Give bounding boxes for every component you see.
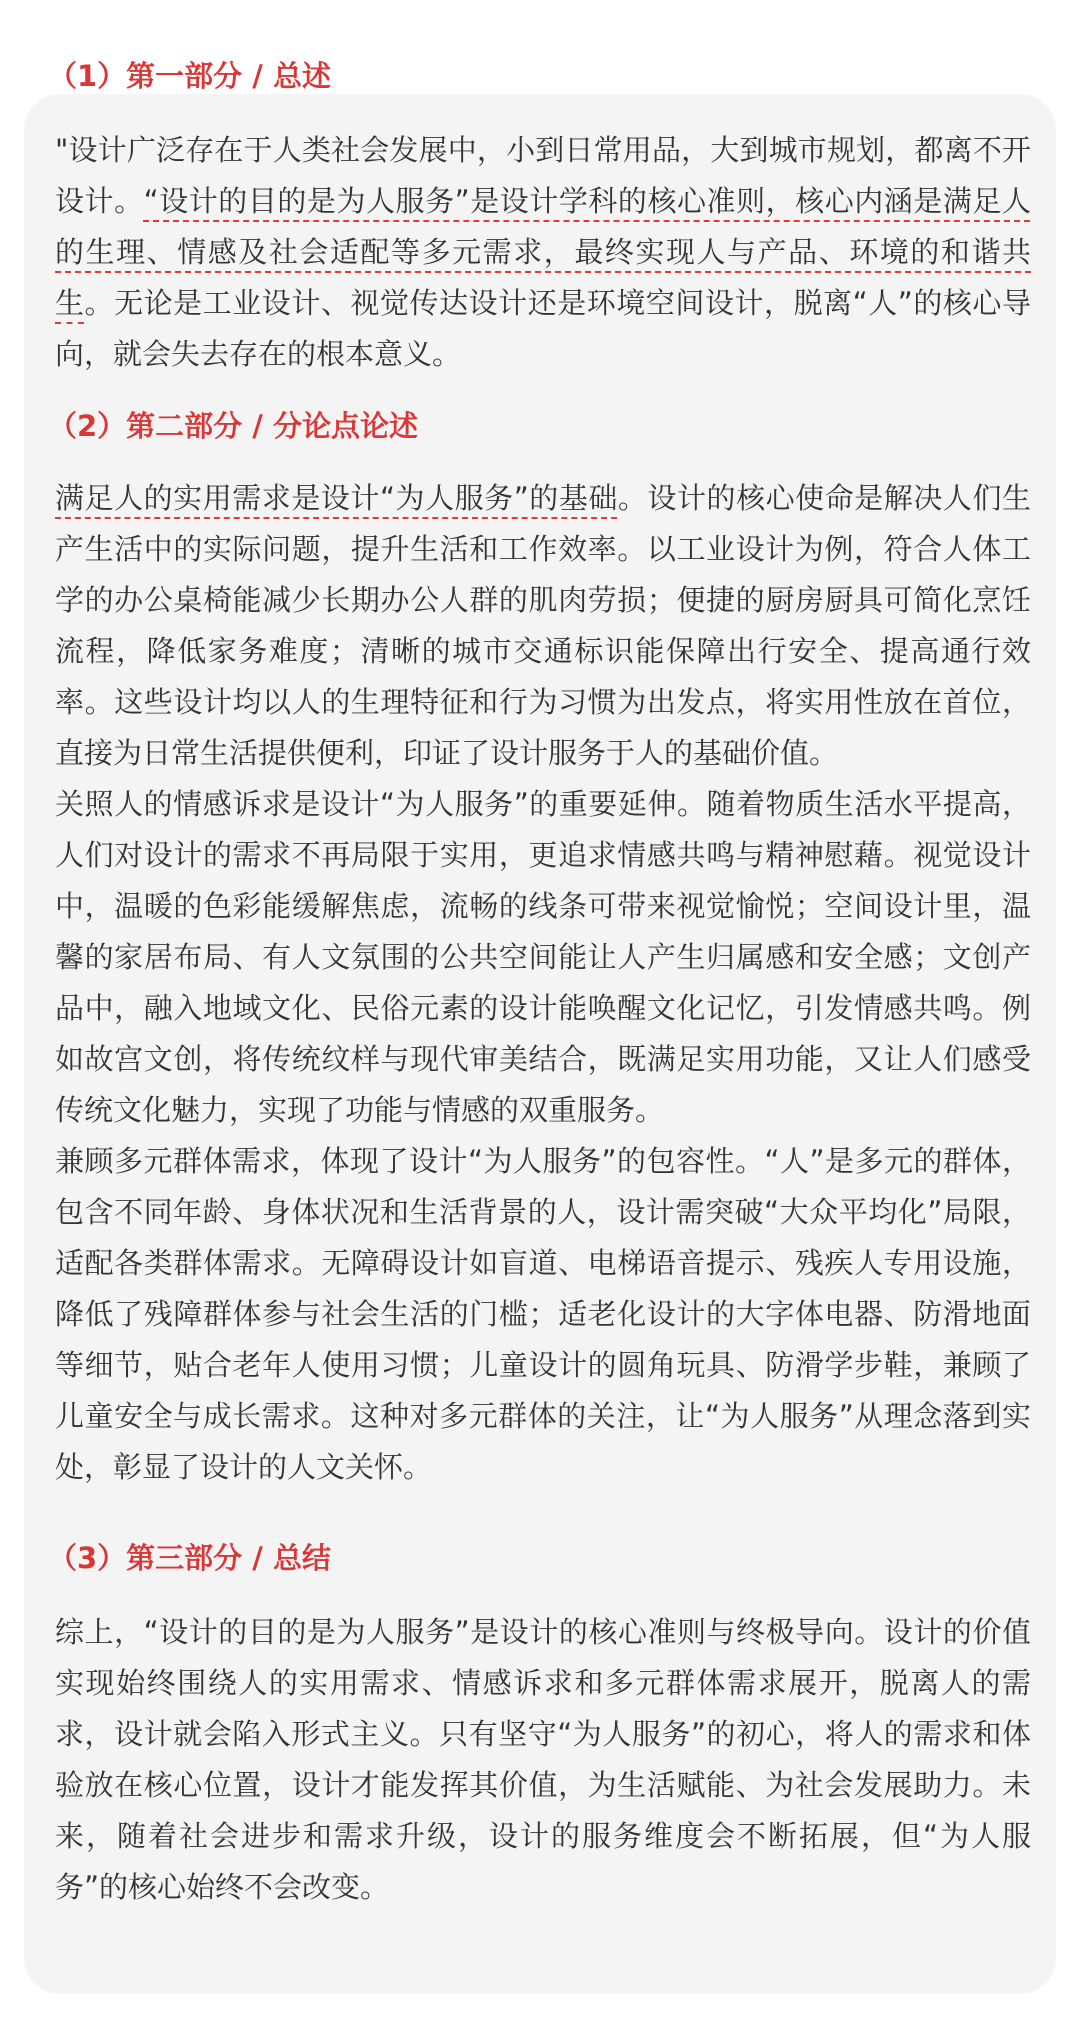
- paragraph-text: 。设计的核心使命是解决人们生产生活中的实际问题，提升生活和工作效率。以工业设计为例，符合人体工学的办公桌椅能减少长期办公人群的肌肉劳损；便捷的厨房厨具可简化烹饪流程，降低家务难度；清晰的城市交通标识能保障出行安全、提高通行效率。这些设计均以人的生理特征和行为习惯为出发点，将实用性放在首位，直接为日常生活提供便利，印证了设计服务于人的基础价值。: [55, 481, 1031, 770]
- paragraph-text: 兼顾多元群体需求，体现了设计“为人服务”的包容性。“人”是多元的群体，包含不同年龄、身体状况和生活背景的人，设计需突破“大众平均化”局限，适配各类群体需求。无障碍设计如盲道、电梯语音提示、残疾人专用设施，降低了残障群体参与社会生活的门槛；适老化设计的大字体电器、防滑地面等细节，贴合老年人使用习惯；儿童设计的圆角玩具、防滑学步鞋，兼顾了儿童安全与成长需求。这种对多元群体的关注，让“为人服务”从理念落到实处，彰显了设计的人文关怀。: [55, 1144, 1031, 1484]
- section-3-heading: （3）第三部分 / 总结: [48, 1541, 331, 1575]
- highlighted-phrase: 满足人的实用需求是设计“为人服务”的基础: [55, 481, 618, 515]
- highlighted-phrase: “设计的目的是为人服务”是设计学科的核心准则，核心内涵是满足人的生理、情感及社会适配等多元需求，最终实现人与产品、环境的和谐共生: [55, 184, 1031, 320]
- paragraph-text: 综上，“设计的目的是为人服务”是设计的核心准则与终极导向。设计的价值实现始终围绕人的实用需求、情感诉求和多元群体需求展开，脱离人的需求，设计就会陷入形式主义。只有坚守“为人服务”的初心，将人的需求和体验放在核心位置，设计才能发挥其价值，为生活赋能、为社会发展助力。未来，随着社会进步和需求升级，设计的服务维度会不断拓展，但“为人服务”的核心始终不会改变。: [55, 1615, 1031, 1904]
- section-2-paragraph-2: [55, 779, 1031, 1136]
- section-2-heading: （2）第二部分 / 分论点论述: [48, 409, 418, 443]
- paragraph-text: 。无论是工业设计、视觉传达设计还是环境空间设计，脱离“人”的核心导向，就会失去存在的根本意义。: [55, 286, 1031, 371]
- section-3-paragraph: [55, 1607, 1031, 1913]
- paragraph-text: "设计广泛存在于人类社会发展中，小到日常用品，大到城市规划，都离不开设计。: [55, 133, 1031, 218]
- section-1-heading: （1）第一部分 / 总述: [48, 59, 331, 93]
- section-2-paragraph-1: [55, 473, 1031, 779]
- paragraph-text: 关照人的情感诉求是设计“为人服务”的重要延伸。随着物质生活水平提高，人们对设计的需求不再局限于实用，更追求情感共鸣与精神慰藉。视觉设计中，温暖的色彩能缓解焦虑，流畅的线条可带来视觉愉悦；空间设计里，温馨的家居布局、有人文氛围的公共空间能让人产生归属感和安全感；文创产品中，融入地域文化、民俗元素的设计能唤醒文化记忆，引发情感共鸣。例如故宫文创，将传统纹样与现代审美结合，既满足实用功能，又让人们感受传统文化魅力，实现了功能与情感的双重服务。: [55, 787, 1031, 1127]
- section-1-paragraph: [55, 125, 1031, 380]
- section-2-paragraph-3: [55, 1136, 1031, 1493]
